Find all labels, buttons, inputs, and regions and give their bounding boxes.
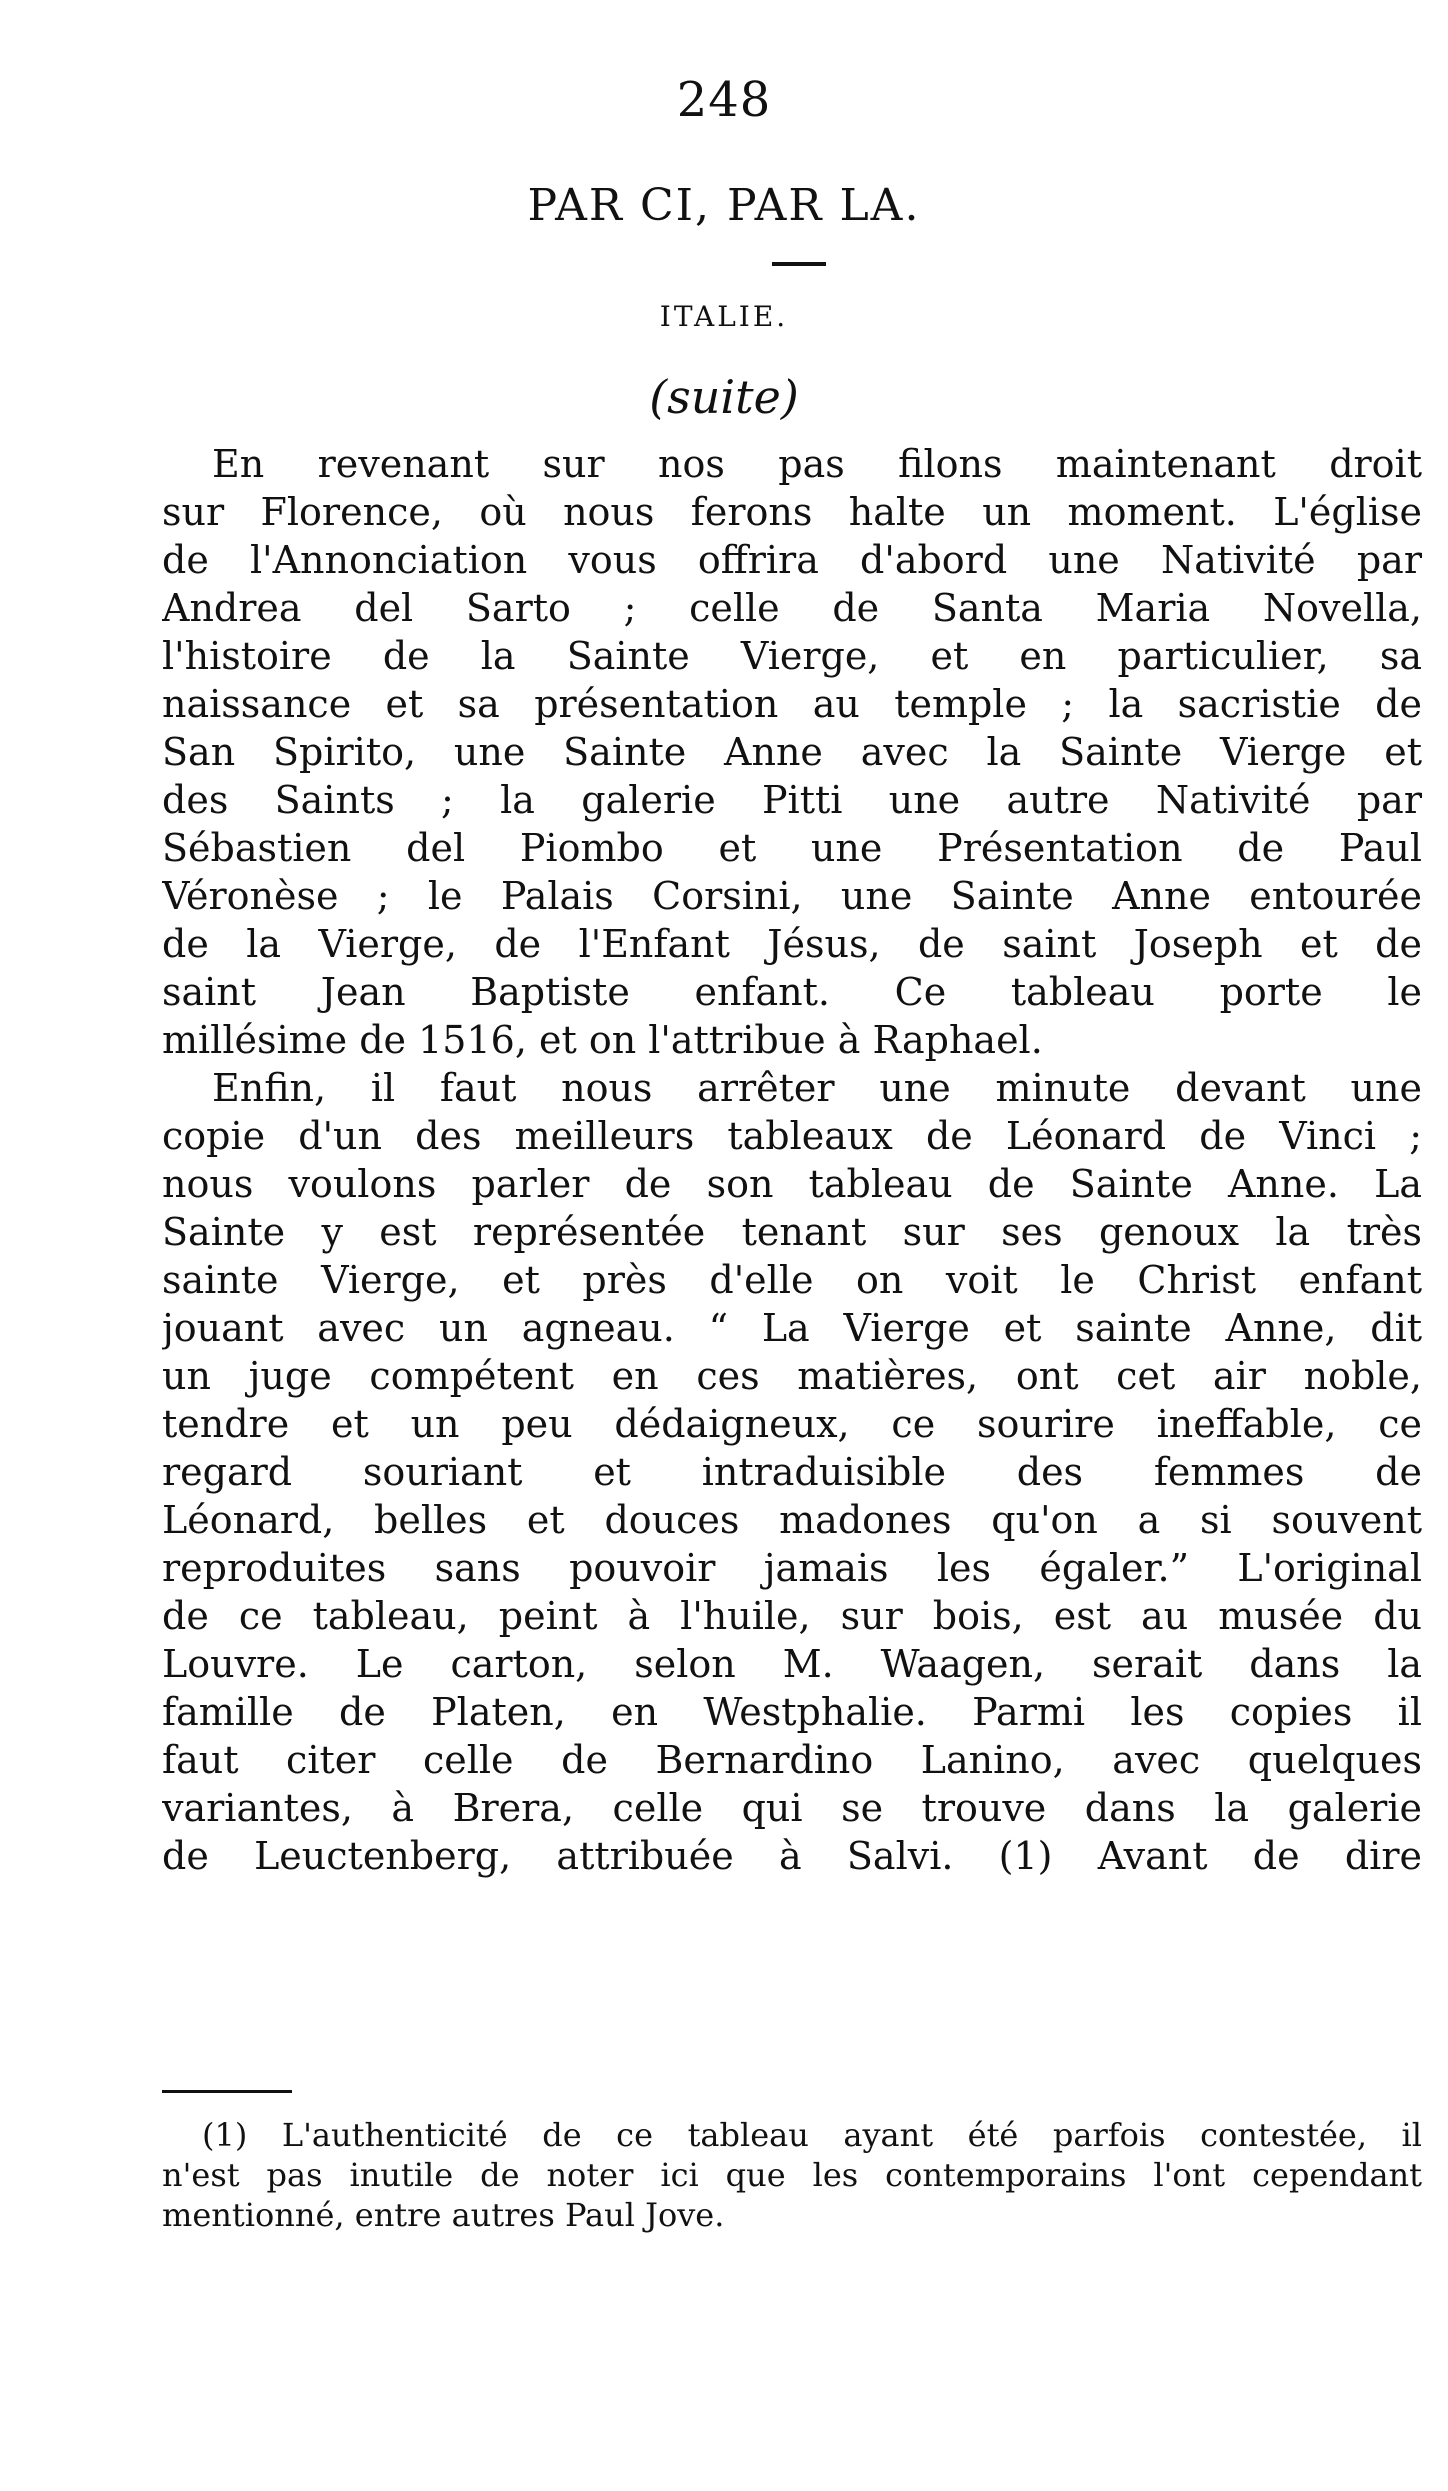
text-line: reproduites sans pouvoir jamais les égaler.” L'original bbox=[162, 1546, 1422, 1590]
text-line: naissance et sa présentation au temple ; la sacristie de bbox=[162, 682, 1422, 726]
paragraph-2 bbox=[162, 1064, 1422, 1880]
text-line: l'histoire de la Sainte Vierge, et en particulier, sa bbox=[162, 634, 1422, 678]
text-line: variantes, à Brera, celle qui se trouve dans la galerie bbox=[162, 1786, 1422, 1830]
text-line: de l'Annonciation vous offrira d'abord une Nativité par bbox=[162, 538, 1422, 582]
text-line: des Saints ; la galerie Pitti une autre Nativité par bbox=[162, 778, 1422, 822]
text-line: saint Jean Baptiste enfant. Ce tableau porte le bbox=[162, 970, 1422, 1014]
footnote-divider bbox=[162, 2090, 292, 2093]
text-line: millésime de 1516, et on l'attribue à Raphael. bbox=[162, 1018, 1043, 1062]
section-title: ITALIE. bbox=[659, 300, 789, 333]
text-line: sainte Vierge, et près d'elle on voit le Christ enfant bbox=[162, 1258, 1422, 1302]
text-line: Véronèse ; le Palais Corsini, une Sainte Anne entourée bbox=[162, 874, 1422, 918]
text-line: copie d'un des meilleurs tableaux de Léonard de Vinci ; bbox=[162, 1114, 1422, 1158]
text-line: Léonard, belles et douces madones qu'on a si souvent bbox=[162, 1498, 1422, 1542]
text-line: sur Florence, où nous ferons halte un moment. L'église bbox=[162, 490, 1422, 534]
text-line: un juge compétent en ces matières, ont cet air noble, bbox=[162, 1354, 1422, 1398]
body-text bbox=[162, 440, 1422, 1880]
text-line: En revenant sur nos pas filons maintenant droit bbox=[212, 442, 1422, 486]
footnote bbox=[162, 2115, 1422, 2235]
page-number: 248 bbox=[676, 72, 772, 128]
text-line: Sébastien del Piombo et une Présentation de Paul bbox=[162, 826, 1422, 870]
text-line: jouant avec un agneau. “ La Vierge et sainte Anne, dit bbox=[162, 1306, 1422, 1350]
text-line: de Leuctenberg, attribuée à Salvi. (1) Avant de dire bbox=[162, 1834, 1422, 1878]
text-line: Enfin, il faut nous arrêter une minute devant une bbox=[212, 1066, 1422, 1110]
text-line: nous voulons parler de son tableau de Sainte Anne. La bbox=[162, 1162, 1422, 1206]
continuation-label: (suite) bbox=[649, 370, 799, 424]
text-line: tendre et un peu dédaigneux, ce sourire ineffable, ce bbox=[162, 1402, 1422, 1446]
text-line: faut citer celle de Bernardino Lanino, avec quelques bbox=[162, 1738, 1422, 1782]
text-line: Sainte y est représentée tenant sur ses genoux la très bbox=[162, 1210, 1422, 1254]
running-title: PAR CI, PAR LA. bbox=[527, 180, 921, 231]
text-line: San Spirito, une Sainte Anne avec la Sainte Vierge et bbox=[162, 730, 1422, 774]
footnote-line: mentionné, entre autres Paul Jove. bbox=[162, 2196, 725, 2234]
text-line: de la Vierge, de l'Enfant Jésus, de saint Joseph et de bbox=[162, 922, 1422, 966]
text-line: de ce tableau, peint à l'huile, sur bois, est au musée du bbox=[162, 1594, 1422, 1638]
footnote-line: (1) L'authenticité de ce tableau ayant été parfois contestée, il bbox=[202, 2116, 1422, 2154]
text-line: Andrea del Sarto ; celle de Santa Maria Novella, bbox=[162, 586, 1422, 630]
text-line: regard souriant et intraduisible des femmes de bbox=[162, 1450, 1422, 1494]
title-divider bbox=[772, 262, 826, 266]
text-line: Louvre. Le carton, selon M. Waagen, serait dans la bbox=[162, 1642, 1422, 1686]
footnote-line: n'est pas inutile de noter ici que les contemporains l'ont cependant bbox=[162, 2156, 1422, 2194]
paragraph-1 bbox=[162, 440, 1422, 1064]
text-line: famille de Platen, en Westphalie. Parmi les copies il bbox=[162, 1690, 1422, 1734]
